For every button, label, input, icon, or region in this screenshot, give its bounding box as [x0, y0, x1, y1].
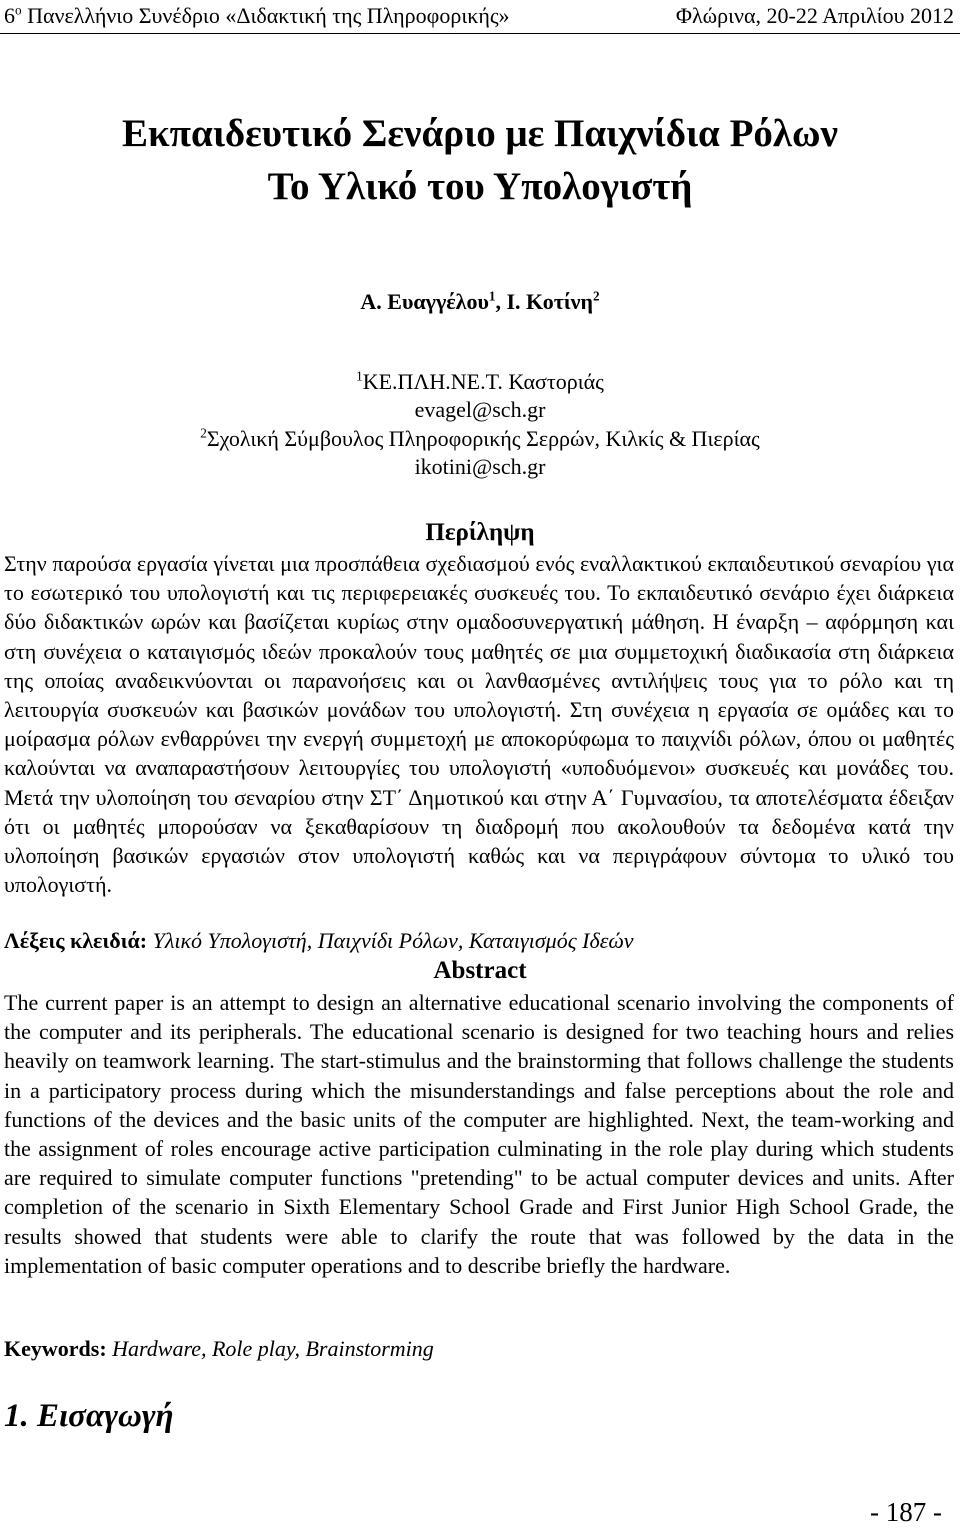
greek-keywords-label: Λέξεις κλειδιά:	[4, 928, 148, 953]
paper-title-line-2: Το Υλικό του Υπολογιστή	[267, 165, 693, 208]
affiliation-1: $^1$ΚΕ.ΠΛΗ.ΝΕ.Τ. Καστοριάς	[356, 368, 604, 394]
greek-keywords	[4, 927, 954, 955]
conference-date-location: Φλώρινα, 20-22 Απριλίου 2012	[675, 3, 954, 28]
greek-abstract-heading: Περίληψη	[425, 519, 535, 546]
english-keywords-list: Hardware, Role play, Brainstorming	[112, 1336, 434, 1361]
conference-name: $6^o$ Πανελλήνιο Συνέδριο «Διδακτική της Πληροφορικής»	[4, 2, 510, 28]
page-number: - 187 -	[870, 1497, 942, 1527]
paper-title-line-1: Εκπαιδευτικό Σενάριο με Παιχνίδια Ρόλων	[122, 112, 838, 155]
greek-abstract-text: Στην παρούσα εργασία γίνεται μια προσπάθεια σχεδιασμού ενός εναλλακτικού εκπαιδευτικού σεναρίου για το εσωτερικό του υπολογιστή και τις περιφερειακές συσκευές του. Το εκπαιδευτικό σενάριο έχει διάρκεια δύο διδακτικών ωρών και βασίζεται κυρίως στην ομαδοσυνεργατική μάθηση. Η έναρξη – αφόρμηση και στη συνέχεια ο καταιγισμός ιδεών προκαλούν τους μαθητές σε μια συμμετοχική διαδικασία στη διάρκεια της οποίας αναδεικνύονται οι παρανοήσεις και οι λανθασμένες αντιλήψεις τους για το ρόλο και τη λειτουργία συσκευών και βασικών μονάδων του υπολογιστή. Στη συνέχεια η εργασία σε ομάδες και το μοίρασμα ρόλων ενθαρρύνει την ενεργή συμμετοχή με αποκορύφωμα το παιχνίδι ρόλων, όπου οι μαθητές καλούνται να αναπαραστήσουν λειτουργίες του υπολογιστή «υποδυόμενοι» συσκευές και μονάδες του. Μετά την υλοποίηση του σεναρίου στην ΣΤ΄ Δημοτικού και στην Α΄ Γυμνασίου, τα αποτελέσματα έδειξαν ότι οι μαθητές μπορούσαν να ξεκαθαρίσουν τη διαδρομή που ακολουθούν τα δεδομένα κατά την υλοποίηση βασικών εργασιών στον υπολογιστή καθώς και να περιγράφουν σύντομα το υλικό του υπολογιστή.	[4, 551, 954, 898]
english-abstract-text: The current paper is an attempt to design an alternative educational scenario involving the components of the computer and its peripherals. The educational scenario is designed for two teaching hours and relies heavily on teamwork learning. The start-stimulus and the brainstorming that follows challenge the students in a participatory process during which the misunderstandings and false perceptions about the role and functions of the devices and the basic units of the computer are highlighted. Next, the team-working and the assignment of roles encourage active participation culminating in the role play during which students are required to simulate computer functions "pretending" to be actual computer devices and units. After completion of the scenario in Sixth Elementary School Grade and First Junior High School Grade, the results showed that students were able to clarify the route that was followed by the data in the implementation of basic computer operations and to describe briefly the hardware.	[4, 990, 954, 1278]
author-list: Α. Ευαγγέλου$^1$, Ι. Κοτίνη$^2$	[360, 288, 600, 314]
affiliation-2: $^2$Σχολική Σύμβουλος Πληροφορικής Σερρών, Κιλκίς & Πιερίας	[200, 425, 760, 451]
english-abstract-heading: Abstract	[433, 957, 527, 984]
greek-keywords-list: Υλικό Υπολογιστή, Παιχνίδι Ρόλων, Καταιγισμός Ιδεών	[152, 928, 634, 953]
english-keywords	[4, 1335, 954, 1363]
affiliation-1-email: evagel@sch.gr	[414, 397, 546, 422]
english-keywords-label: Keywords:	[4, 1336, 107, 1361]
header-divider	[0, 33, 960, 34]
section-heading-introduction: 1. Εισαγωγή	[4, 1398, 174, 1434]
affiliation-2-email: ikotini@sch.gr	[414, 454, 546, 479]
